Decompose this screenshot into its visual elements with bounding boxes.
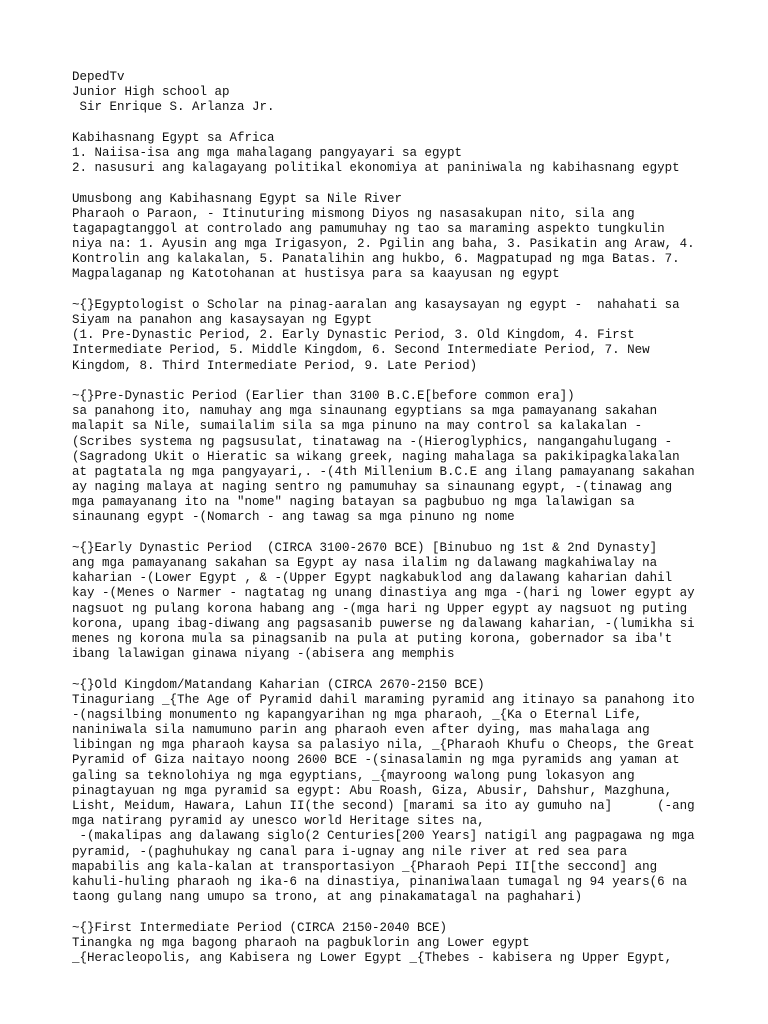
document-body bbox=[72, 70, 732, 966]
text-line: sa panahong ito, namuhay ang mga sinaunang egyptians sa mga pamayanang sakahan bbox=[72, 404, 658, 419]
text-line: kahuli-huling pharaoh ng ika-6 na dinastiya, pinaniwalaan tumagal ng 94 years(6 na bbox=[72, 874, 688, 889]
text-line bbox=[72, 176, 732, 191]
text-line: Junior High school ap bbox=[72, 85, 230, 100]
text-line: galing sa teknolohiya ng mga egyptians, _{mayroong walong pung lokasyon ang bbox=[72, 768, 635, 783]
text-line: Kabihasnang Egypt sa Africa bbox=[72, 130, 275, 145]
text-line: Siyam na panahon ang kasaysayan ng Egypt bbox=[72, 313, 373, 327]
text-line: pyramid, -(paghuhukay ng canal para i-ugnay ang nile river at red sea para bbox=[72, 844, 628, 859]
text-line: ay naging malaya at naging sentro ng pamumuhay sa sinaunang egypt, -(tinawag ang bbox=[72, 480, 673, 495]
text-line: Kontrolin ang kalakalan, 5. Panatalihin ang hukbo, 6. Magpatupad ng mga Batas. 7. bbox=[72, 252, 680, 267]
text-line: tagapagtanggol at controlado ang pamumuhay ng tao sa maraming aspekto tungkulin bbox=[72, 221, 665, 236]
text-line: korona, upang ibag-diwang ang pagsasanib puwerse ng dalawang kaharian, -(lumikha si bbox=[72, 616, 695, 631]
text-line: pinagtayuan ng mga pyramid sa egypt: Abu Roash, Giza, Abusir, Dahshur, Mazghuna, bbox=[72, 783, 673, 798]
text-line: Tinaguriang _{The Age of Pyramid dahil maraming pyramid ang itinayo sa panahong ito bbox=[72, 692, 695, 707]
text-line: Lisht, Meidum, Hawara, Lahun II(the second) [marami sa ito ay gumuho na] (-ang bbox=[72, 799, 695, 813]
text-line: Pharaoh o Paraon, - Itinuturing mismong Diyos ng nasasakupan nito, sila ang bbox=[72, 206, 635, 221]
text-line: taong gulang nang umupo sa trono, at ang pinakamatagal na paghahari) bbox=[72, 890, 583, 905]
text-line: nagsuot ng pulang korona habang ang -(mga hari ng Upper egypt ay nagsuot ng puting bbox=[72, 601, 688, 616]
text-line: DepedTv bbox=[72, 70, 125, 84]
text-line: malapit sa Nile, sumailalim sila sa mga pinuno na may control sa kalakalan - bbox=[72, 419, 643, 434]
text-line bbox=[72, 283, 732, 298]
text-line: Tinangka ng mga bagong pharaoh na pagbuklorin ang Lower egypt bbox=[72, 935, 530, 950]
text-line: sinaunang egypt -(Nomarch - ang tawag sa mga pinuno ng nome bbox=[72, 510, 515, 525]
text-line: ~{}Old Kingdom/Matandang Kaharian (CIRCA 2670-2150 BCE) bbox=[72, 677, 485, 692]
text-line bbox=[72, 905, 732, 920]
text-line: niya na: 1. Ayusin ang mga Irigasyon, 2. Pgilin ang baha, 3. Pasikatin ang Araw, 4. bbox=[72, 237, 695, 252]
text-line: naniniwala sila namumuno parin ang pharaoh even after dying, mas mahalaga ang bbox=[72, 723, 650, 738]
text-line: Pyramid of Giza naitayo noong 2600 BCE -(sinasalamin ng mga pyramids ang yaman at bbox=[72, 753, 680, 768]
text-line: mga natirang pyramid ay unesco world Heritage sites na, bbox=[72, 814, 485, 829]
text-line: Umusbong ang Kabihasnang Egypt sa Nile River bbox=[72, 191, 403, 206]
text-line: (Scribes systema ng pagsusulat, tinatawag na -(Hieroglyphics, nangangahulugang - bbox=[72, 434, 673, 449]
text-line: at pagtatala ng mga pangyayari,. -(4th Millenium B.C.E ang ilang pamayanang sakahan bbox=[72, 464, 695, 479]
text-line: (Sagradong Ukit o Hieratic sa wikang greek, naging mahalaga sa pakikipagkalakalan bbox=[72, 449, 680, 464]
text-line: mga pamayanang ito na "nome" naging batayan sa pagbubuo ng mga lalawigan sa bbox=[72, 495, 635, 510]
text-line: 1. Naiisa-isa ang mga mahalagang pangyayari sa egypt bbox=[72, 145, 463, 160]
text-line: kaharian -(Lower Egypt , & -(Upper Egypt nagkabuklod ang dalawang kaharian dahil bbox=[72, 571, 673, 586]
text-line bbox=[72, 374, 732, 389]
text-line: ~{}Early Dynastic Period (CIRCA 3100-2670 BCE) [Binubuo ng 1st & 2nd Dynasty] bbox=[72, 540, 658, 555]
text-line: Intermediate Period, 5. Middle Kingdom, 6. Second Intermediate Period, 7. New bbox=[72, 343, 650, 358]
text-line: menes ng korona mula sa pinagsanib na pula at puting korona, gobernador sa iba't bbox=[72, 631, 673, 646]
text-line: Sir Enrique S. Arlanza Jr. bbox=[72, 100, 275, 115]
text-line: ~{}First Intermediate Period (CIRCA 2150-2040 BCE) bbox=[72, 920, 448, 935]
text-line: (1. Pre-Dynastic Period, 2. Early Dynastic Period, 3. Old Kingdom, 4. First bbox=[72, 328, 635, 343]
text-line bbox=[72, 662, 732, 677]
text-line: ibang lalawigan ginawa niyang -(abisera ang memphis bbox=[72, 647, 455, 662]
text-line: mapabilis ang kala-kalan at transportasiyon _{Pharaoh Pepi II[the seccond] ang bbox=[72, 859, 658, 874]
text-line bbox=[72, 526, 732, 541]
text-line: Kingdom, 8. Third Intermediate Period, 9. Late Period) bbox=[72, 358, 478, 373]
text-line: Magpalaganap ng Katotohanan at hustisya para sa kaayusan ng egypt bbox=[72, 267, 560, 282]
text-line: ang mga pamayanang sakahan sa Egypt ay nasa ilalim ng dalawang magkahiwalay na bbox=[72, 556, 658, 570]
text-line: ~{}Egyptologist o Scholar na pinag-aaralan ang kasaysayan ng egypt - nahahati sa bbox=[72, 297, 680, 312]
text-line: libingan ng mga pharaoh kaysa sa palasiyo nila, _{Pharaoh Khufu o Cheops, the Great bbox=[72, 738, 695, 753]
text-line bbox=[72, 116, 732, 131]
text-line: -(makalipas ang dalawang siglo(2 Centuries[200 Years] natigil ang pagpagawa ng mga bbox=[72, 829, 695, 844]
text-line: -(nagsilbing monumento ng kapangyarihan ng mga pharaoh, _{Ka o Eternal Life, bbox=[72, 707, 643, 722]
text-line: _{Heracleopolis, ang Kabisera ng Lower Egypt _{Thebes - kabisera ng Upper Egypt, bbox=[72, 950, 673, 965]
text-line: ~{}Pre-Dynastic Period (Earlier than 3100 B.C.E[before common era]) bbox=[72, 388, 575, 403]
text-line: kay -(Menes o Narmer - nagtatag ng unang dinastiya ang mga -(hari ng lower egypt ay bbox=[72, 586, 695, 601]
text-line: 2. nasusuri ang kalagayang politikal ekonomiya at paniniwala ng kabihasnang egypt bbox=[72, 161, 680, 176]
